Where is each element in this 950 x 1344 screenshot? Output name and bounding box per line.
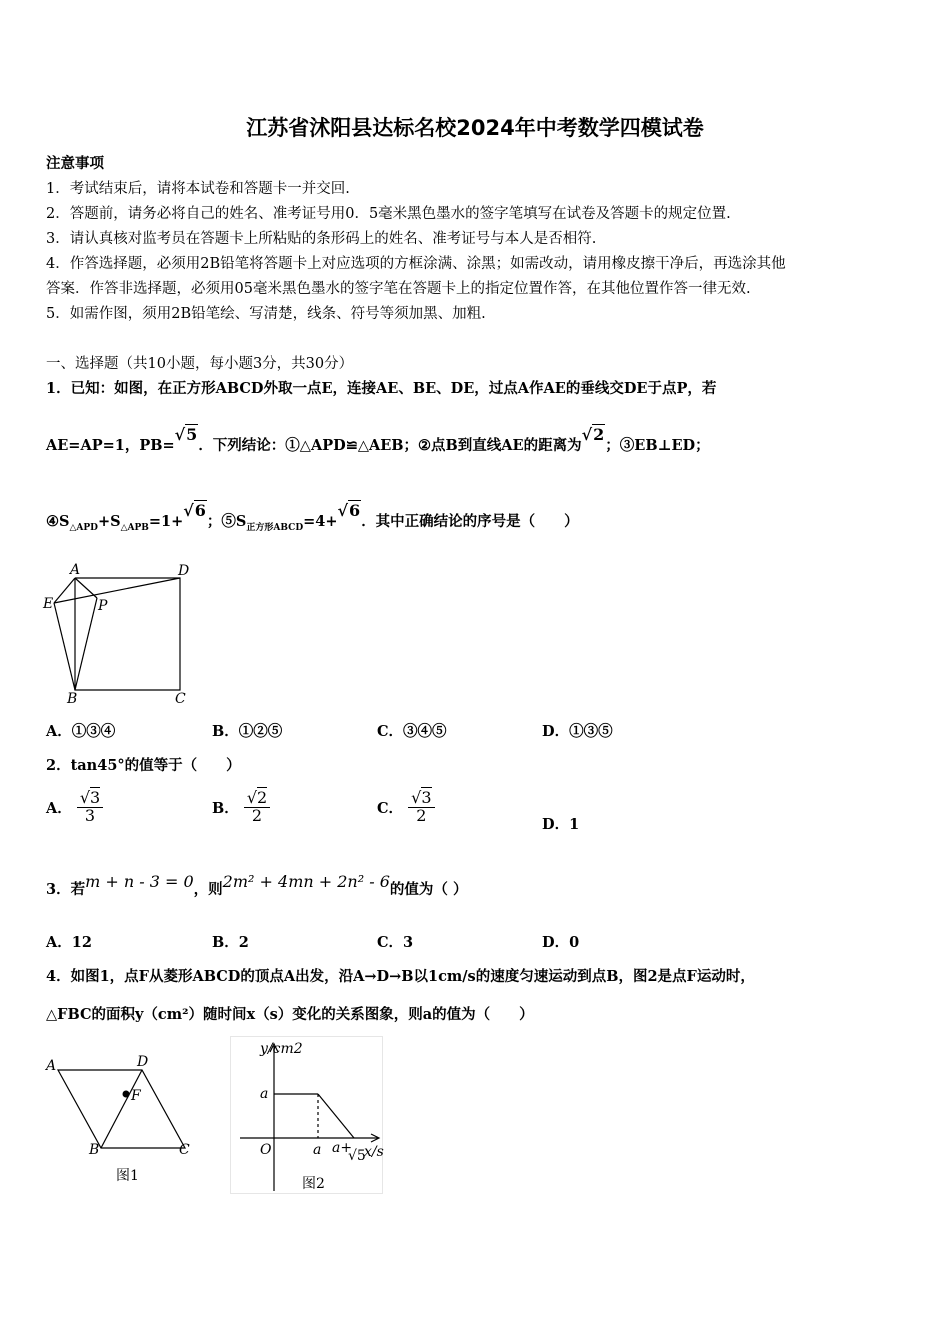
rhombus-lines (58, 1070, 185, 1148)
subscript: 正方形ABCD (246, 522, 304, 533)
q1-option-d[interactable]: D．①③⑤ (542, 723, 613, 740)
q3-option-b[interactable]: B．2 (212, 934, 249, 951)
q1-text-part: ④S (46, 513, 70, 530)
fraction (408, 790, 434, 825)
label-a: A (70, 562, 81, 578)
notice-item-1: 1．考试结束后，请将本试卷和答题卡一并交回. (46, 181, 350, 197)
label-f: F (131, 1088, 141, 1104)
sqrt-radicand: 2 (257, 788, 268, 807)
sqrt-radicand: 6 (194, 501, 206, 520)
q3-equation: m + n - 3 = 0 (85, 872, 194, 891)
q2-option-c[interactable] (377, 790, 435, 825)
y-tick-a: a (260, 1086, 269, 1102)
notice-item-2: 2．答题前，请务必将自己的姓名、准考证号用0．5毫米黑色墨水的签字笔填写在试卷及答题卡的规定位置. (46, 206, 731, 222)
q1-text-part: AE=AP=1，PB= (46, 437, 175, 454)
fig2-frame (231, 1037, 383, 1194)
diagonal-db (101, 1070, 142, 1148)
label-e: E (43, 596, 54, 612)
q1-text-part: ；③EB⊥ED； (605, 437, 710, 454)
sqrt-radicand: 2 (593, 425, 605, 444)
y-axis-label: y/cm2 (260, 1041, 303, 1057)
page-title: 江苏省沭阳县达标名校2024年中考数学四模试卷 (246, 116, 704, 140)
sqrt-6: √6 (337, 501, 361, 520)
option-label: B． (212, 799, 239, 817)
fig1-caption: 图1 (116, 1168, 139, 1184)
subscript: △APD (69, 522, 98, 533)
label-d: D (137, 1054, 149, 1070)
segment-be (54, 603, 75, 690)
sqrt-radicand: 3 (421, 788, 432, 807)
q4-figure-1 (40, 1050, 200, 1190)
q3-option-c[interactable]: C．3 (377, 934, 414, 951)
point-f (123, 1091, 130, 1098)
sqrt-6: √6 (183, 501, 206, 520)
notice-item-4: 4．作答选择题，必须用2B铅笔将答题卡上对应选项的方框涂满、涂黑；如需改动，请用橡皮擦干净后，再选涂其他 (46, 256, 786, 272)
q3-stem (46, 872, 468, 899)
q1-stem-line3 (46, 501, 579, 533)
label-c: C (179, 1142, 190, 1158)
subscript: △APB (120, 522, 149, 533)
fraction-numerator: √3 (77, 790, 103, 808)
origin-label: O (260, 1142, 272, 1158)
fraction-denominator: 3 (84, 805, 96, 825)
label-a: A (46, 1058, 57, 1074)
q1-text-part: ；⑤S (206, 513, 247, 530)
fraction-numerator: √3 (408, 790, 434, 808)
q3-option-a[interactable]: A．12 (46, 934, 92, 951)
option-label: C． (377, 799, 404, 817)
q3-option-d[interactable]: D．0 (542, 934, 580, 951)
option-label: A． (46, 799, 72, 817)
notice-item-4-cont: 答案．作答非选择题，必须用05毫米黑色墨水的签字笔在答题卡上的指定位置作答，在其他位置作答一律无效. (46, 281, 751, 297)
q1-text-part: =4+ (303, 513, 338, 530)
segment-de (54, 578, 180, 603)
q1-text-part: +S (97, 513, 121, 530)
q1-stem-line2 (46, 425, 710, 455)
segment-ap (75, 578, 97, 598)
q1-text-part: ．其中正确结论的序号是（ ） (361, 513, 579, 530)
q2-stem: 2．tan45°的值等于（ ） (46, 757, 241, 774)
label-c: C (175, 691, 186, 705)
q4-stem-line2: △FBC的面积y（cm²）随时间x（s）变化的关系图象，则a的值为（ ） (46, 1006, 534, 1023)
label-d: D (178, 563, 190, 579)
fraction-numerator: √2 (244, 790, 270, 808)
fig2-curve (274, 1094, 354, 1138)
fraction-denominator: 2 (416, 805, 427, 825)
sqrt-radicand: 5 (356, 1148, 366, 1164)
label-p: P (98, 598, 108, 614)
segment-bp (75, 598, 97, 690)
x-tick-sqrt5: √5 (348, 1148, 366, 1164)
q2-option-b[interactable] (212, 790, 270, 825)
q1-stem-line1: 1．已知：如图，在正方形ABCD外取一点E，连接AE、BE、DE，过点A作AE的垂线交DE于点P，若 (46, 380, 717, 397)
fraction (244, 790, 270, 825)
sqrt-2: √2 (581, 425, 605, 444)
label-b: B (67, 691, 78, 705)
fraction-denominator: 2 (251, 805, 263, 825)
fig2-axes (240, 1044, 379, 1191)
q2-option-a[interactable] (46, 790, 103, 825)
sqrt-radicand: 3 (90, 788, 101, 807)
notice-item-5: 5．如需作图，须用2B铅笔绘、写清楚，线条、符号等须加黑、加粗. (46, 306, 486, 322)
sqrt-5: √5 (174, 425, 198, 444)
notice-heading: 注意事项 (46, 155, 104, 172)
q1-option-a[interactable]: A．①③④ (46, 723, 116, 740)
square-abcd (75, 578, 180, 690)
q4-figure-2 (230, 1036, 385, 1196)
curve-descending-segment (318, 1094, 354, 1138)
q3-text-part: 的值为（ ） (389, 881, 468, 898)
q1-option-c[interactable]: C．③④⑤ (377, 723, 447, 740)
notice-item-3: 3．请认真核对监考员在答题卡上所粘贴的条形码上的姓名、准考证号与本人是否相符. (46, 231, 597, 247)
section-heading: 一、选择题（共10小题，每小题3分，共30分） (46, 356, 354, 372)
q4-stem-line1: 4．如图1，点F从菱形ABCD的顶点A出发，沿A→D→B以1cm/s的速度匀速运动到点B，图2是点F运动时， (46, 968, 755, 985)
sqrt-radicand: 5 (186, 425, 198, 444)
x-tick-a-plus: a+ (332, 1140, 353, 1156)
q1-text-part: =1+ (148, 513, 184, 530)
q3-expression: 2m² + 4mn + 2n² - 6 (222, 872, 390, 891)
x-axis-label: x/s (364, 1144, 384, 1160)
q3-text-part: 3．若 (46, 881, 86, 898)
label-b: B (89, 1142, 100, 1158)
q2-option-d[interactable]: D．1 (542, 816, 580, 833)
x-tick-a: a (313, 1142, 322, 1158)
sqrt-radicand: 6 (349, 501, 361, 520)
q3-text-part: ，则 (193, 881, 223, 898)
fraction (77, 790, 103, 825)
q1-figure (40, 560, 210, 705)
q1-figure-lines (54, 578, 180, 690)
q1-option-b[interactable]: B．①②⑤ (212, 723, 283, 740)
fig2-caption: 图2 (302, 1176, 325, 1192)
q1-text-part: ．下列结论：①△APD≌△AEB；②点B到直线AE的距离为 (198, 437, 582, 454)
